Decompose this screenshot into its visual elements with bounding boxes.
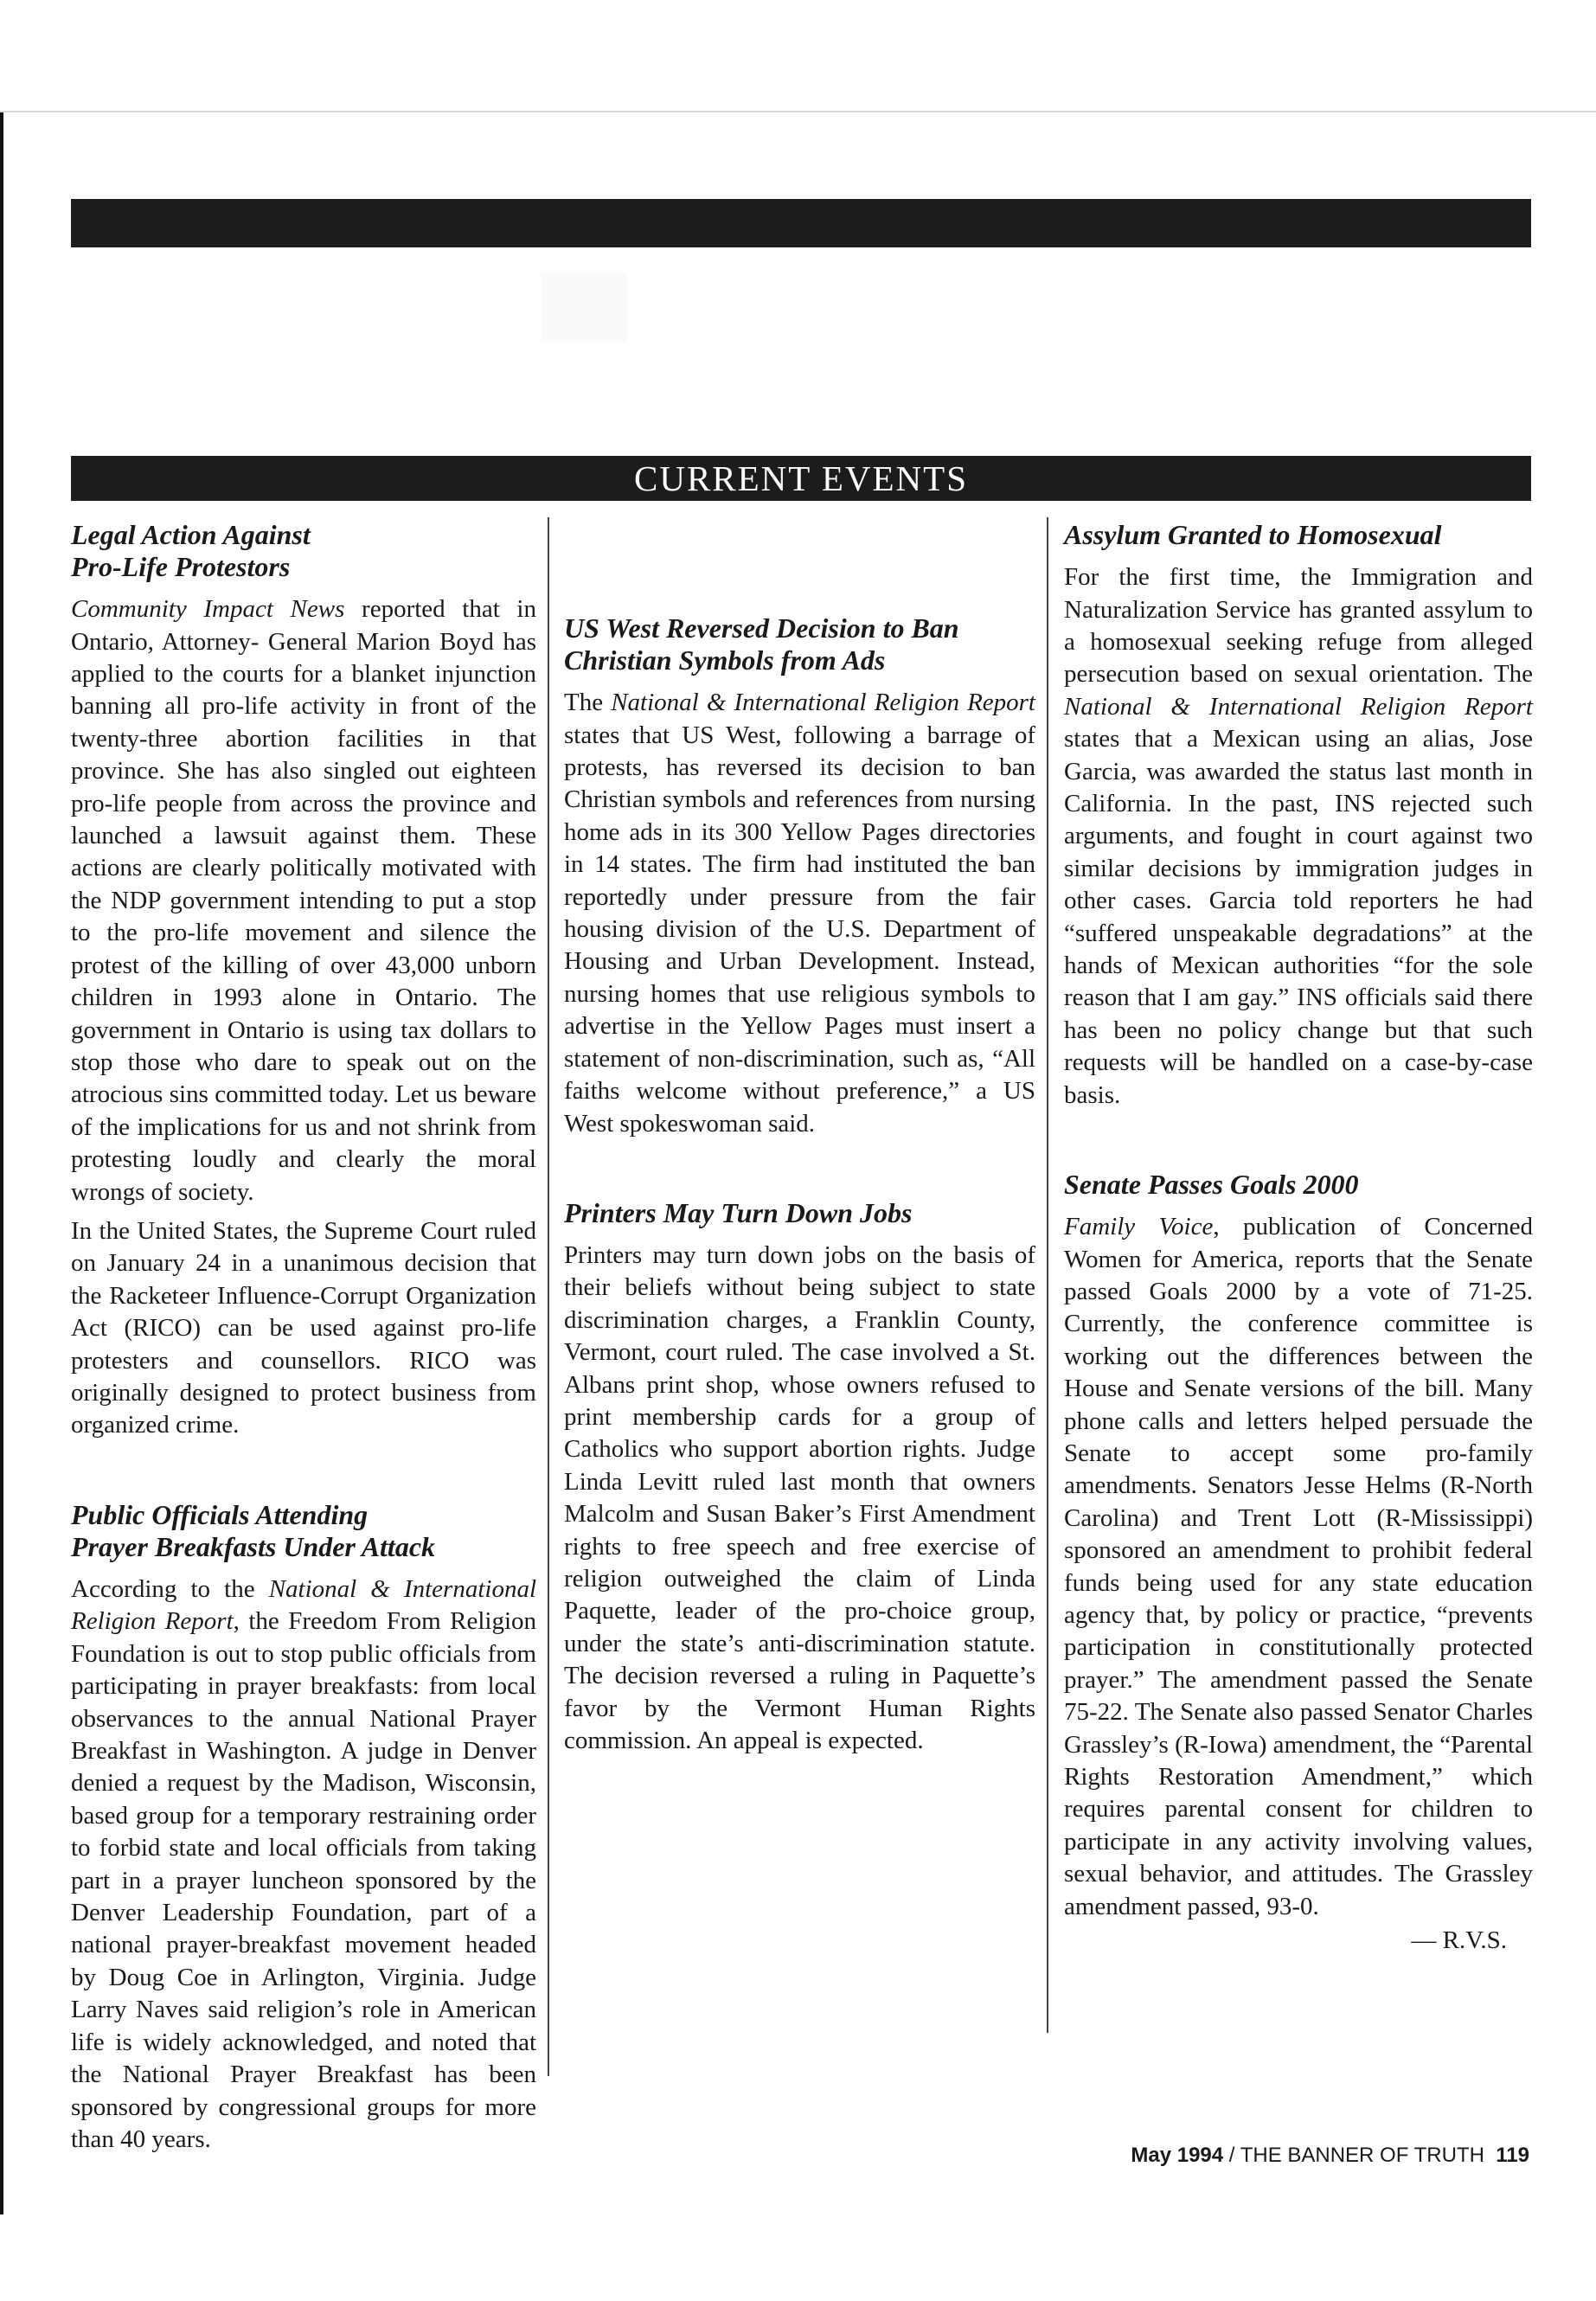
article-printers-p1: Printers may turn down jobs on the basis of their beliefs without being subject to state discrimination charges, a Franklin County, Vermont, court ruled. The case involved a St. Albans print shop, whose owners refused to print membership cards for a group of Catholics who support abortion rights. Judge Linda Levitt ruled last month that owners Malcolm and Susan Baker’s First Amendment rights to free speech and free exercise of religion outweighed the claim of Linda Paquette, leader of the pro-choice group, under the state’s anti-discrimination statute. The decision reversed a ruling in Paquette’s favor by the Vermont Human Rights commission. An appeal is expected. [564,1241,1035,1755]
scan-edge-left [0,112,3,2214]
column-1 [71,519,536,2156]
column-rule-left [548,517,549,2076]
column-2 [564,612,1035,1758]
column-3 [1064,519,1533,1955]
headline-printers: Printers May Turn Down Jobs [564,1196,913,1228]
section-header-bar [71,456,1531,501]
article-assylum-p1: For the first time, the Immigration and Naturalization Service has granted assylum to a homosexual seeking refuge from alleged persecution based on sexual orientation. The National & International Religion Report states that a Mexican using an alias, Jose Garcia, was awarded the status last month in California. In the past, INS rejected such arguments, and fought in court against two similar decisions by immigration judges in other cases. Garcia told reporters he had “suffered unspeakable degradations” at the hands of Mexican authorities “for the sole reason that I am gay.” INS officials said there has been no policy change but that such requests will be handled on a case-by-case basis. [1064,563,1533,1109]
page-footer [1116,2144,1529,2168]
article-us-west-p1: The National & International Religion Report states that US West, following a barrage of protests, has reversed its decision to ban Christian symbols and references from nursing home ads in its 300 Yellow Pages directories in 14 states. The firm had instituted the ban reportedly under pressure from the fair housing division of the U.S. Department of Housing and Urban Development. Instead, nursing homes that use religious symbols to advertise in the Yellow Pages must insert a statement of non-discrimination, such as, “All faiths welcome without preference,” a US West spokeswoman said. [564,689,1035,1138]
source-name: Community Impact News [71,595,345,624]
black-banner-bar [71,199,1531,247]
source-name: National & International Religion Report [71,1575,536,1636]
footer-publication: THE BANNER OF TRUTH [1240,2144,1484,2167]
ghost-block [541,272,627,342]
source-name: National & International Religion Report [1064,692,1533,721]
headline-assylum: Assylum Granted to Homosexual [1064,519,1442,550]
article-legal-action-p2: In the United States, the Supreme Court ruled on January 24 in a unanimous decision that the Racketeer Influence-Corrupt Organization Act (RICO) can be used against pro-life protesters and counsellors. RICO was originally designed to protect business from organized crime. [71,1216,536,1439]
headline-us-west: US West Reversed Decision to Ban Christian Symbols from Ads [564,612,959,676]
headline-goals-2000: Senate Passes Goals 2000 [1064,1169,1359,1201]
headline-prayer-breakfasts: Public Officials Attending Prayer Breakfasts Under Attack [71,1498,436,1562]
page-number: 119 [1496,2144,1529,2167]
footer-separator: / [1223,2144,1240,2167]
article-goals-2000-p1: Family Voice, publication of Concerned Women for America, reports that the Senate passed Goals 2000 by a vote of 71-25. Currently, the conference committee is working out the differences between the House and Senate versions of the bill. Many phone calls and letters helped persuade the Senate to accept some pro-family amendments. Senators Jesse Helms (R-North Carolina) and Trent Lott (R-Mississippi) sponsored an amendment to prohibit federal funds being used for any state education agency that, by policy or practice, “prevents participation in constitutionally protected prayer.” The amendment passed the Senate 75-22. The Senate also passed Senator Charles Grassley’s (R-Iowa) amendment, the “Parental Rights Restoration Amendment,” which requires parental consent for children to participate in any activity involving values, sexual behavior, and attitudes. The Grassley amendment passed, 93-0. [1064,1213,1533,1920]
signature: — R.V.S. [1411,1926,1507,1955]
section-title: CURRENT EVENTS [633,458,968,498]
source-name: Family Voice [1064,1213,1214,1241]
top-rule [0,111,1596,112]
article-prayer-breakfasts-p1: According to the National & International Religion Report, the Freedom From Religion Foundation is out to stop public officials from participating in prayer breakfasts: from local observances to the annual National Prayer Breakfast in Washington. A judge in Denver denied a request by the Madison, Wisconsin, based group for a temporary restraining order to forbid state and local officials from taking part in a prayer luncheon sponsored by the Denver Leadership Foundation, part of a national prayer-breakfast movement headed by Doug Coe in Arlington, Virginia. Judge Larry Naves said religion’s role in American life is widely acknowledged, and noted that the National Prayer Breakfast has been sponsored by congressional groups for more than 40 years. [71,1575,536,2153]
column-rule-right [1047,517,1048,2033]
article-legal-action-p1: Community Impact News reported that in Ontario, Attorney- General Marion Boyd has applied to the courts for a blanket injunction banning all pro-life activity in front of the twenty-three abortion facilities in that province. She has also singled out eighteen pro-life people from across the province and launched a lawsuit against them. These actions are clearly politically motivated with the NDP government intending to put a stop to the pro-life movement and silence the protest of the killing of over 43,000 unborn children in 1993 alone in Ontario. The government in Ontario is using tax dollars to stop those who dare to speak out on the atrocious sins committed today. Let us beware of the implications for us and not shrink from protesting loudly and clearly the moral wrongs of society. [71,595,536,1206]
source-name: National & International Religion Report [611,689,1035,717]
footer-date: May 1994 [1131,2144,1224,2167]
headline-legal-action: Legal Action Against Pro-Life Protestors [71,519,311,583]
